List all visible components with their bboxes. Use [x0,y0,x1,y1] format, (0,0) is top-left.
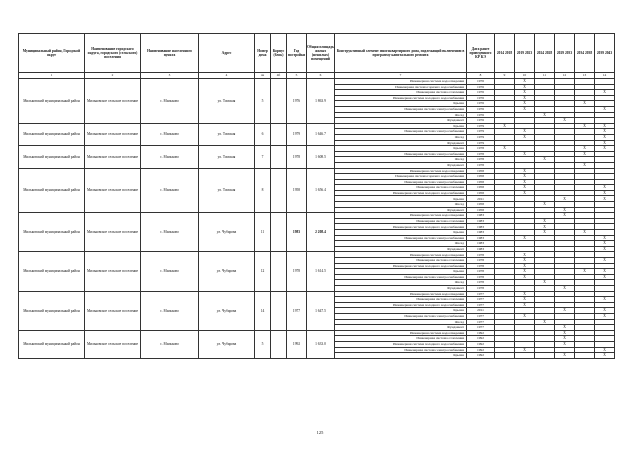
cell-period-mark: X [595,123,615,129]
cell-address: ул. Томская [199,168,255,213]
cell-element: Инженерная система водоотведения [335,291,467,297]
cell-element: Фундамент [335,162,467,168]
cell-locality: с. Мильково [141,252,199,291]
header-year-built: Год постройки [287,34,307,73]
cell-element: Инженерная система электроснабжения [335,313,467,319]
cell-date-included: 1977 [467,297,495,303]
col-number: 3 [141,73,199,79]
cell-element: Фундамент [335,207,467,213]
table-header [19,34,615,79]
cell-korpus [271,252,287,291]
cell-period-mark: X [595,134,615,140]
cell-date-included: 1979 [467,140,495,146]
cell-period-mark: X [555,341,575,347]
cell-date-included: 1977 [467,302,495,308]
cell-period-mark: X [555,330,575,336]
cell-date-included: 1977 [467,325,495,331]
cell-date-included: 1958 [467,190,495,196]
col-number: 4б [271,73,287,79]
cell-area: 1 646.7 [307,123,335,145]
cell-period-mark: X [515,151,535,157]
cell-settlement: Мильковское сельское поселение [85,168,141,213]
cell-element: Инженерная система холодного водоснабжения [335,95,467,101]
cell-period-mark: X [495,123,515,129]
cell-municipal: Мильковский муниципальный район [19,146,85,168]
cell-period-mark: X [595,129,615,135]
cell-date-included: 1958 [467,207,495,213]
cell-date-included: 1976 [467,79,495,85]
cell-period-mark: X [575,101,595,107]
cell-element: Фундамент [335,140,467,146]
cell-element: Крыша [335,101,467,107]
cell-element: Инженерная система отопления [335,218,467,224]
cell-period-mark: X [515,190,535,196]
cell-date-included: 1978 [467,269,495,275]
cell-korpus [271,213,287,252]
cell-address: ул. Томская [199,146,255,168]
cell-date-included: 1978 [467,146,495,152]
cell-municipal: Мильковский муниципальный район [19,168,85,213]
cell-period-mark [535,353,555,359]
cell-period-mark: X [575,230,595,236]
cell-element: Фасад [335,319,467,325]
cell-period-mark: X [595,297,615,303]
cell-municipal: Мильковский муниципальный район [19,291,85,330]
cell-period-mark: X [515,84,535,90]
cell-period-mark: X [515,274,535,280]
cell-period-mark: X [515,168,535,174]
cell-house: 6 [255,123,271,145]
cell-korpus [271,79,287,124]
cell-period-mark: X [515,90,535,96]
table-row [19,168,615,174]
cell-period-mark: X [595,140,615,146]
header-house: Номер дома [255,34,271,73]
cell-year-built: 1958 [287,168,307,213]
cell-locality: с. Мильково [141,146,199,168]
cell-period-mark: X [515,179,535,185]
cell-element: Инженерная система отопления [335,336,467,342]
cell-element: Фундамент [335,325,467,331]
cell-date-included: 1976 [467,84,495,90]
cell-period-mark: X [535,202,555,208]
cell-period-mark: X [595,190,615,196]
cell-period-mark: X [575,269,595,275]
cell-period-mark: X [595,347,615,353]
cell-period-mark: X [535,319,555,325]
cell-area: 2 208.4 [307,213,335,252]
cell-period-mark: X [555,325,575,331]
cell-date-included: 1958 [467,168,495,174]
cell-period-mark: X [515,129,535,135]
cell-element: Крыша [335,230,467,236]
cell-year-built: 1978 [287,146,307,168]
cell-date-included: 1977 [467,313,495,319]
cell-house: 7 [255,146,271,168]
col-number: 10 [515,73,535,79]
cell-element: Инженерная система отопления [335,90,467,96]
cell-korpus [271,291,287,330]
cell-period-mark [515,353,535,359]
col-number: 4а [255,73,271,79]
cell-period-mark: X [515,185,535,191]
cell-element: Инженерная система электроснабжения [335,235,467,241]
header-period: 2019 2023 [515,34,535,73]
cell-date-included: 1992 [467,347,495,353]
cell-settlement: Мильковское сельское поселение [85,123,141,145]
cell-period-mark: X [595,353,615,359]
cell-period-mark: X [515,101,535,107]
cell-period-mark: X [535,230,555,236]
cell-date-included: 1958 [467,179,495,185]
cell-municipal: Мильковский муниципальный район [19,252,85,291]
cell-element: Инженерная система водоотведения [335,330,467,336]
cell-date-included: 1983 [467,224,495,230]
cell-element: Инженерная система электроснабжения [335,129,467,135]
cell-element: Фасад [335,241,467,247]
cell-period-mark: X [595,308,615,314]
cell-settlement: Мильковское сельское поселение [85,146,141,168]
cell-korpus [271,146,287,168]
cell-element: Инженерная система электроснабжения [335,179,467,185]
cell-period-mark: X [515,347,535,353]
cell-date-included: 1978 [467,151,495,157]
cell-period-mark: X [555,336,575,342]
cell-element: Инженерная система водоотведения [335,79,467,85]
cell-date-included: 1983 [467,246,495,252]
header-municipal: Муниципальный район, Городской округ [19,34,85,73]
cell-period-mark: X [515,252,535,258]
cell-period-mark: X [515,297,535,303]
cell-period-mark: X [515,106,535,112]
cell-element: Фасад [335,112,467,118]
cell-year-built: 1992 [287,330,307,358]
cell-period-mark: X [595,185,615,191]
capital-repair-table [18,33,615,359]
cell-element: Инженерная система отопления [335,185,467,191]
cell-element: Фасад [335,134,467,140]
cell-date-included: 1979 [467,129,495,135]
cell-locality: с. Мильково [141,330,199,358]
cell-period-mark: X [515,258,535,264]
cell-period-mark: X [515,313,535,319]
table-row [19,79,615,85]
cell-period-mark: X [515,263,535,269]
cell-settlement: Мильковское сельское поселение [85,252,141,291]
cell-period-mark: X [575,146,595,152]
col-number: 4 [199,73,255,79]
cell-element: Крыша [335,353,467,359]
cell-locality: с. Мильково [141,291,199,330]
cell-element: Инженерная система водоотведения [335,252,467,258]
cell-locality: с. Мильково [141,79,199,124]
page-number: 125 [316,430,324,435]
cell-date-included: 1978 [467,258,495,264]
header-period: 2029 2033 [555,34,575,73]
col-number: 6 [307,73,335,79]
cell-date-included: 1978 [467,274,495,280]
cell-period-mark: X [595,258,615,264]
cell-period-mark [575,353,595,359]
cell-settlement: Мильковское сельское поселение [85,330,141,358]
cell-period-mark: X [535,112,555,118]
cell-period-mark: X [575,151,595,157]
cell-period-mark: X [595,146,615,152]
cell-element: Инженерная система водоотведения [335,213,467,219]
cell-year-built: 1976 [287,79,307,124]
cell-municipal: Мильковский муниципальный район [19,213,85,252]
col-number: 14 [595,73,615,79]
cell-element: Фасад [335,157,467,163]
cell-date-included: 1978 [467,157,495,163]
cell-area: 1 608.5 [307,146,335,168]
cell-element: Инженерная система электроснабжения [335,347,467,353]
cell-element: Фундамент [335,285,467,291]
cell-period-mark: X [495,146,515,152]
cell-element: Инженерная система отопления [335,297,467,303]
cell-element: Фундамент [335,246,467,252]
cell-date-included: 1978 [467,162,495,168]
col-number: 1 [19,73,85,79]
cell-period-mark: X [555,308,575,314]
cell-period-mark: X [595,106,615,112]
cell-house: 5 [255,330,271,358]
cell-element: Крыша [335,269,467,275]
cell-element: Инженерная система холодного водоснабжения [335,341,467,347]
cell-element: Инженерная система отопления [335,258,467,264]
cell-date-included: 1992 [467,336,495,342]
cell-address: ул. Чубарова [199,252,255,291]
cell-period-mark: X [555,285,575,291]
cell-locality: с. Мильково [141,123,199,145]
header-date-included: Дата ранее проведенного КР КЭ [467,34,495,73]
cell-municipal: Мильковский муниципальный район [19,79,85,124]
cell-address: ул. Чубарова [199,291,255,330]
cell-year-built: 1978 [287,252,307,291]
cell-date-included: 2011 [467,308,495,314]
cell-date-included: 1977 [467,319,495,325]
cell-date-included: 1992 [467,341,495,347]
cell-period-mark: X [535,157,555,163]
cell-date-included: 1977 [467,291,495,297]
cell-date-included: 1978 [467,263,495,269]
cell-element: Инженерная система холодного водоснабжения [335,224,467,230]
cell-house: 12 [255,252,271,291]
cell-period-mark: X [555,213,575,219]
cell-element: Инженерная система электроснабжения [335,106,467,112]
cell-date-included: 1976 [467,90,495,96]
cell-address: ул. Чубарова [199,330,255,358]
col-number: 8 [467,73,495,79]
header-period: 2034 2038 [575,34,595,73]
cell-house: 11 [255,213,271,252]
cell-date-included: 1958 [467,174,495,180]
cell-date-included: 1979 [467,134,495,140]
col-number: 7 [335,73,467,79]
cell-element: Инженерная система электроснабжения [335,151,467,157]
header-period: 2039 2043 [595,34,615,73]
cell-korpus [271,168,287,213]
cell-settlement: Мильковское сельское поселение [85,213,141,252]
cell-korpus [271,330,287,358]
cell-date-included: 1978 [467,252,495,258]
cell-date-included: 1978 [467,285,495,291]
cell-period-mark [495,353,515,359]
cell-date-included: 1983 [467,218,495,224]
table-row [19,291,615,297]
cell-area: 1 647.5 [307,291,335,330]
cell-period-mark: X [595,246,615,252]
cell-date-included: 1983 [467,241,495,247]
cell-period-mark: X [515,302,535,308]
cell-period-mark: X [595,313,615,319]
col-number: 11 [535,73,555,79]
cell-locality: с. Мильково [141,168,199,213]
cell-municipal: Мильковский муниципальный район [19,123,85,145]
cell-period-mark: X [555,196,575,202]
cell-date-included: 1976 [467,106,495,112]
cell-area: 1 656.4 [307,168,335,213]
cell-period-mark: X [595,235,615,241]
header-area: Общая площадь жилых (нежилых) помещений [307,34,335,73]
table-body [19,79,615,359]
col-number: 13 [575,73,595,79]
cell-house: 8 [255,168,271,213]
cell-period-mark: X [555,207,575,213]
cell-house: 5 [255,79,271,124]
cell-period-mark: X [595,241,615,247]
col-number: 2 [85,73,141,79]
cell-date-included: 1992 [467,330,495,336]
cell-address: ул. Томская [199,123,255,145]
cell-period-mark: X [515,235,535,241]
cell-element: Фасад [335,202,467,208]
cell-date-included: 1992 [467,353,495,359]
header-period: 2024 2028 [535,34,555,73]
cell-settlement: Мильковское сельское поселение [85,291,141,330]
col-number: 5 [287,73,307,79]
cell-element: Инженерная система горячего водоснабжения [335,174,467,180]
header-address: Адрес [199,34,255,73]
col-number: 9 [495,73,515,79]
cell-element: Фундамент [335,118,467,124]
cell-year-built: 1977 [287,291,307,330]
cell-period-mark: X [595,90,615,96]
cell-date-included: 1976 [467,118,495,124]
cell-date-included: 1958 [467,202,495,208]
cell-address: ул. Томская [199,79,255,124]
cell-period-mark: X [535,224,555,230]
cell-period-mark: X [535,280,555,286]
cell-element: Инженерная система холодного водоснабжения [335,302,467,308]
cell-date-included: 1983 [467,235,495,241]
document-page [18,33,614,359]
cell-element: Инженерная система электроснабжения [335,274,467,280]
cell-date-included: 1958 [467,185,495,191]
cell-date-included: 1983 [467,230,495,236]
cell-element: Инженерная система холодного водоснабжения [335,263,467,269]
cell-settlement: Мильковское сельское поселение [85,79,141,124]
header-element: Конструктивный элемент многоквартирного дома, подлежащий включению в программу капитального ремонта [335,34,467,73]
cell-date-included: 1976 [467,101,495,107]
cell-locality: с. Мильково [141,213,199,252]
cell-period-mark: X [515,174,535,180]
cell-municipal: Мильковский муниципальный район [19,330,85,358]
cell-period-mark: X [555,118,575,124]
cell-period-mark: X [515,95,535,101]
cell-element: Крыша [335,196,467,202]
cell-date-included: 1983 [467,213,495,219]
header-korpus: Корпус (блок) [271,34,287,73]
cell-period-mark: X [515,134,535,140]
cell-element: Фасад [335,280,467,286]
cell-area: 1 633.0 [307,330,335,358]
cell-year-built: 1979 [287,123,307,145]
header-period: 2014 2018 [495,34,515,73]
cell-element: Крыша [335,146,467,152]
header-settlement: Наименование городского округа, городского (сельского) поселения [85,34,141,73]
cell-area: 1 863.9 [307,79,335,124]
cell-year-built: 1983 [287,213,307,252]
cell-house: 14 [255,291,271,330]
cell-address: ул. Чубарова [199,213,255,252]
cell-date-included: 2011 [467,196,495,202]
header-locality: Наименование населенного пункта [141,34,199,73]
cell-element: Крыша [335,308,467,314]
cell-element: Инженерная система горячего водоснабжения [335,84,467,90]
cell-element: Инженерная система водоотведения [335,168,467,174]
col-number: 12 [555,73,575,79]
cell-period-mark: X [515,269,535,275]
cell-element: Инженерная система холодного водоснабжения [335,190,467,196]
cell-period-mark: X [515,291,535,297]
cell-period-mark: X [595,274,615,280]
cell-period-mark: X [575,162,595,168]
cell-period-mark: X [555,353,575,359]
cell-element: Крыша [335,123,467,129]
cell-korpus [271,123,287,145]
cell-period-mark: X [595,269,615,275]
cell-period-mark: X [535,218,555,224]
cell-date-included: 1976 [467,112,495,118]
cell-period-mark: X [595,196,615,202]
table-row [19,252,615,258]
cell-date-included: 1978 [467,280,495,286]
cell-period-mark: X [515,79,535,85]
cell-period-mark: X [575,123,595,129]
cell-area: 1 614.5 [307,252,335,291]
cell-date-included: 1976 [467,95,495,101]
cell-date-included: 1979 [467,123,495,129]
